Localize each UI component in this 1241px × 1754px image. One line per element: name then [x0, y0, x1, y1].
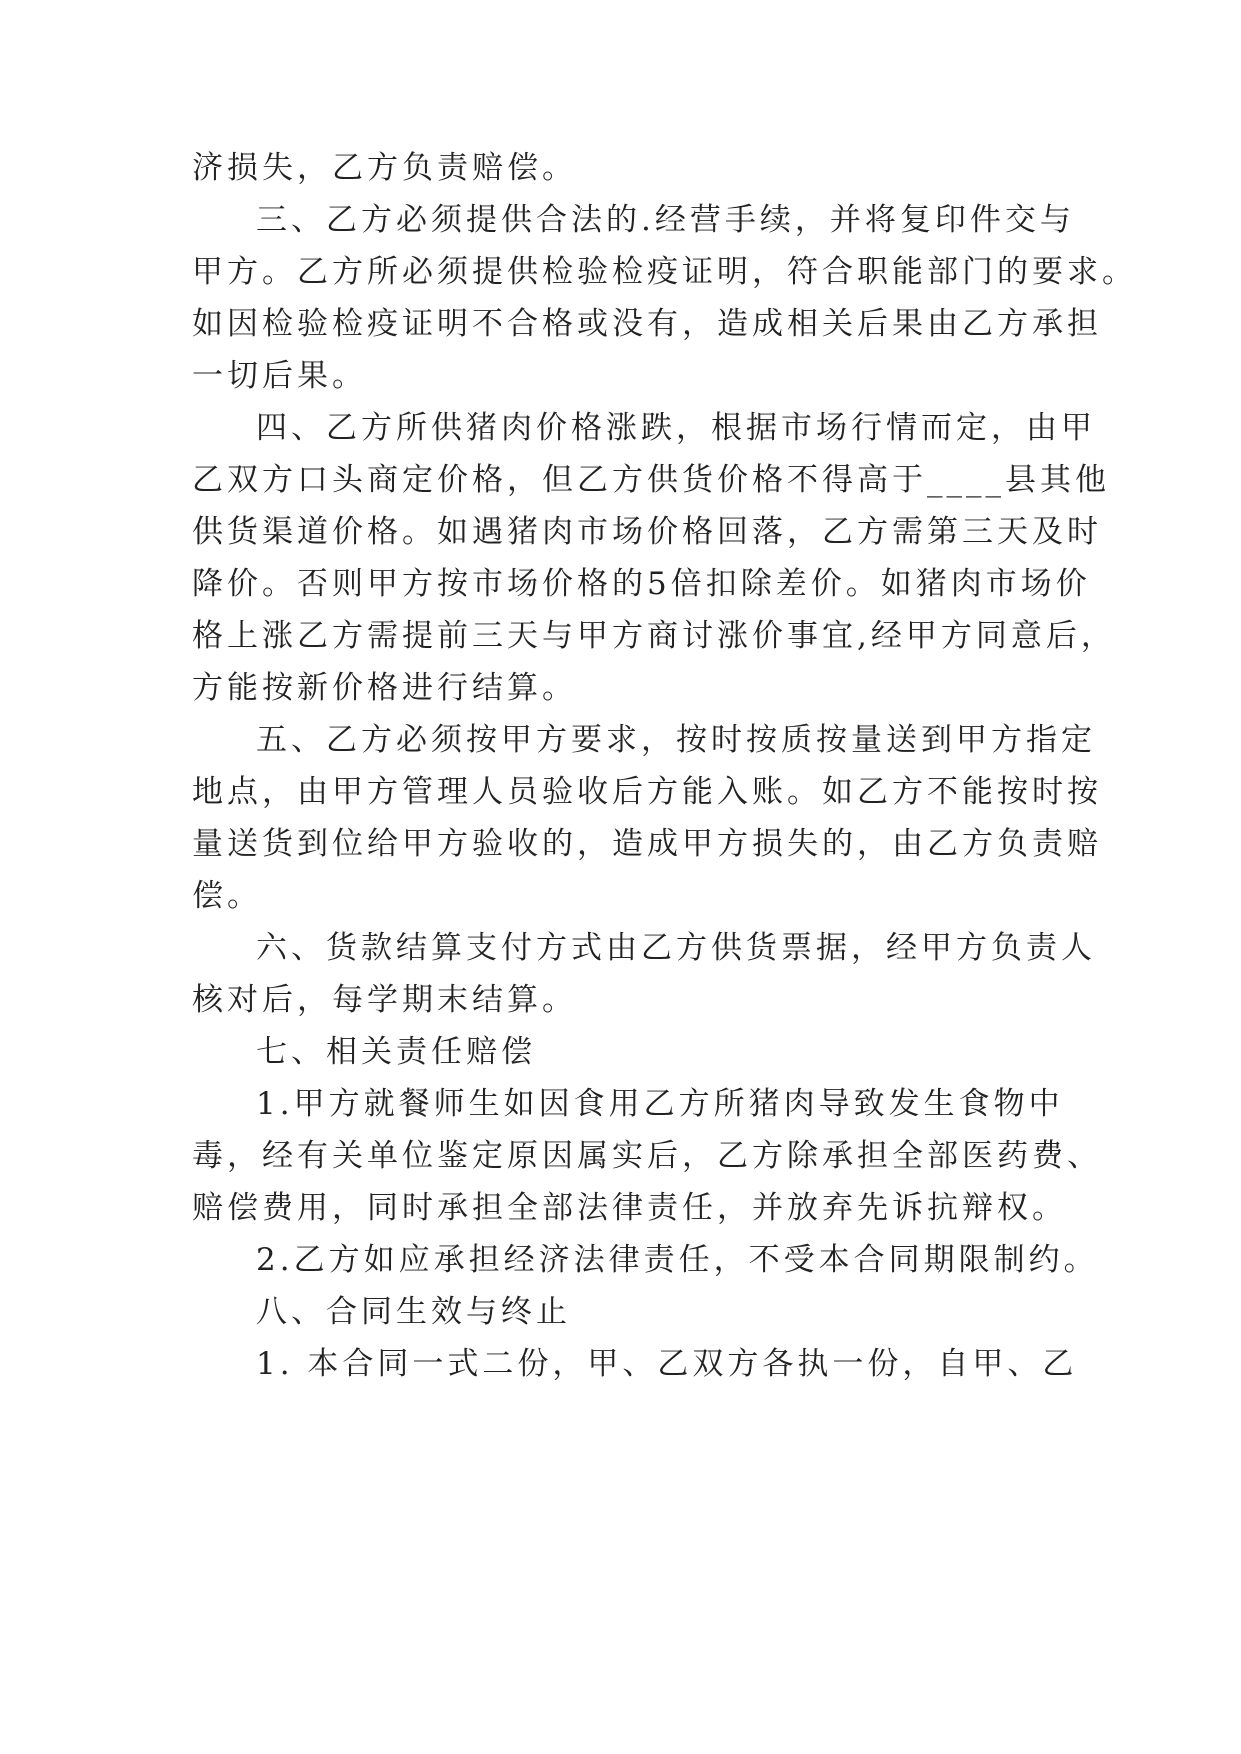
text-line: 降价。否则甲方按市场价格的5倍扣除差价。如猪肉市场价	[192, 566, 1091, 602]
text-line: 赔偿费用，同时承担全部法律责任，并放弃先诉抗辩权。	[192, 1190, 1067, 1226]
text-line: 甲方。乙方所必须提供检验检疫证明，符合职能部门的要求。	[192, 254, 1137, 290]
text-line: 供货渠道价格。如遇猪肉市场价格回落，乙方需第三天及时	[192, 514, 1102, 550]
text-line: 一切后果。	[192, 358, 367, 394]
text-line: 济损失，乙方负责赔偿。	[192, 150, 577, 186]
text-line: 地点，由甲方管理人员验收后方能入账。如乙方不能按时按	[192, 774, 1102, 810]
text-line: 七、相关责任赔偿	[256, 1034, 536, 1070]
text-line: 核对后，每学期末结算。	[192, 982, 577, 1018]
text-line: 六、货款结算支付方式由乙方供货票据，经甲方负责人	[256, 930, 1096, 966]
text-line: 方能按新价格进行结算。	[192, 670, 577, 706]
text-line: 毒，经有关单位鉴定原因属实后，乙方除承担全部医药费、	[192, 1138, 1102, 1174]
text-line: 如因检验检疫证明不合格或没有，造成相关后果由乙方承担	[192, 306, 1102, 342]
text-line: 八、合同生效与终止	[256, 1294, 571, 1330]
text-line: 偿。	[192, 878, 262, 914]
text-line: 四、乙方所供猪肉价格涨跌，根据市场行情而定，由甲	[256, 410, 1096, 446]
text-line: 1.甲方就餐师生如因食用乙方所猪肉导致发生食物中	[256, 1086, 1064, 1122]
text-line: 格上涨乙方需提前三天与甲方商讨涨价事宜,经甲方同意后，	[192, 618, 1116, 654]
text-line: 2.乙方如应承担经济法律责任，不受本合同期限制约。	[256, 1242, 1099, 1278]
text-line: 乙双方口头商定价格，但乙方供货价格不得高于____县其他	[192, 462, 1110, 498]
text-line: 1. 本合同一式二份，甲、乙双方各执一份，自甲、乙	[256, 1346, 1078, 1382]
text-line: 量送货到位给甲方验收的，造成甲方损失的，由乙方负责赔	[192, 826, 1102, 862]
text-line: 五、乙方必须按甲方要求，按时按质按量送到甲方指定	[256, 722, 1096, 758]
text-line: 三、乙方必须提供合法的.经营手续，并将复印件交与	[256, 202, 1075, 238]
